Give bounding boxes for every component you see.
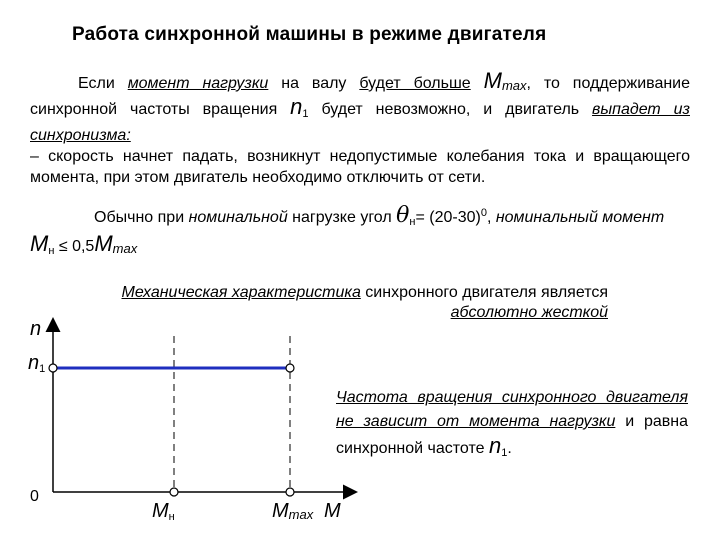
y-axis-label: n (30, 318, 42, 340)
frequency-note: Частота вращения синхронного двигателя не зависит от момента нагрузки и равна синхронной частоте $n_1$. (336, 389, 689, 459)
mn-axis-point (170, 488, 178, 496)
overload-paragraph: Если момент нагрузки на валу будет больше Mmax, то поддерживание синхронной частоты вращения $n_1$ будет невозможно, и двигатель выпадет из синхронизма: – скорость начнет падать, возникнут недопустимые колебания тока и вращающего момента, при этом двигатель необходимо отключить от сети. (30, 68, 691, 186)
nominal-load-paragraph: Обычно при номинальной нагрузке угол $\theta_н= (20-30)^0$, номинальный момент $M_н \le 0,5Mmax$ (30, 203, 665, 257)
page-title: Работа синхронной машины в режиме двигателя (72, 24, 547, 45)
mmax-line-point (286, 364, 294, 372)
mechanical-characteristic-note: Механическая характеристика синхронного двигателя является абсолютно жесткой (121, 284, 608, 321)
mmax-tick-label: Mmax (272, 500, 314, 522)
origin-label: 0 (30, 488, 39, 505)
mmax-axis-point (286, 488, 294, 496)
n1-point (49, 364, 57, 372)
mn-tick-label: $M_н$ (152, 500, 175, 523)
n1-tick-label: $n_1$ (28, 352, 46, 375)
x-axis-label: M (324, 500, 341, 522)
